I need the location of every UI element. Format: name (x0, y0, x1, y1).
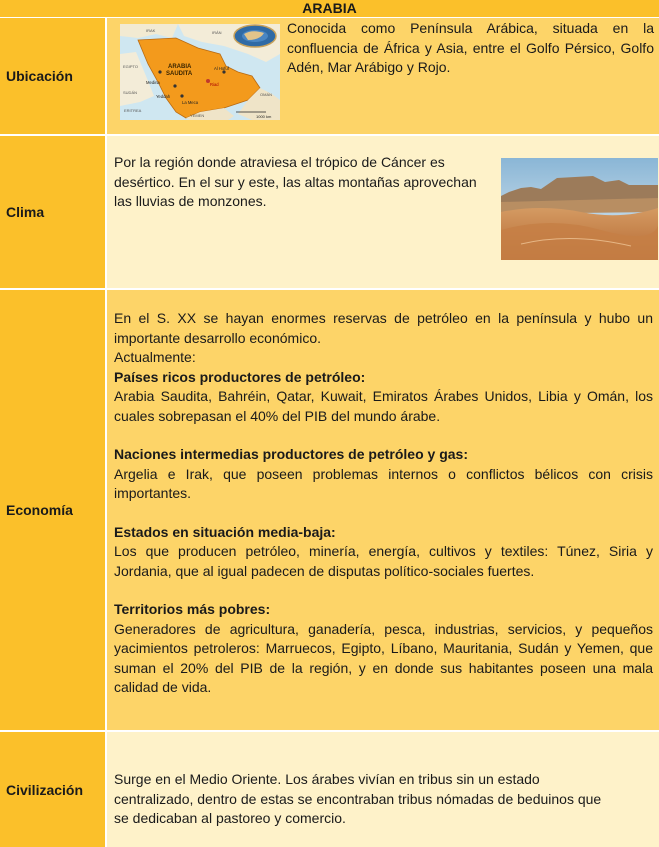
map-city-yeddah: Yeddah (156, 94, 171, 99)
economia-actual: Actualmente: (114, 349, 196, 365)
arabia-map-image (120, 24, 280, 120)
map-label-arabia: ARABIA (168, 64, 192, 70)
map-city-lameca: La Meca (182, 100, 199, 105)
map-neighbor-oman: OMÁN (260, 92, 272, 97)
economia-body-media-baja: Los que producen petróleo, minería, energía, cultivos y textiles: Túnez, Siria y Jordania, que al igual padecen de disputas político-sociales fuertes. (114, 543, 653, 579)
map-city-riad: Riad (210, 82, 219, 87)
globe-inset-icon (234, 25, 276, 47)
economia-body-ricos: Arabia Saudita, Bahréin, Qatar, Kuwait, Emiratos Árabes Unidos, Libia y Omán, los cuales sobrepasan el 40% del PIB del mundo árabe. (114, 388, 653, 424)
economia-body-pobres: Generadores de agricultura, ganadería, pesca, industrias, servicios, y pequeños yacimientos petroleros: Marruecos, Egipto, Líbano, Mauritania, Sudán y Yemen, que suman el 20% del PIB de la región, y en donde sus habitantes poseen una mala calidad de vida. (114, 620, 653, 695)
row-economia (0, 290, 659, 730)
row-ubicacion (0, 18, 659, 134)
map-city-alhofuf: Al Hofuf (214, 66, 229, 71)
row-civilizacion (0, 732, 659, 847)
map-neighbor-egipto: EGIPTO (123, 64, 139, 69)
row-clima (0, 136, 659, 288)
row-content-civilizacion (107, 732, 659, 847)
economia-heading-media-baja: Estados en situación media-baja: (114, 523, 336, 540)
map-label-saudita: SAUDITA (166, 71, 193, 77)
row-content-economia (107, 290, 659, 730)
row-label-clima: Clima (0, 136, 105, 288)
economia-heading-ricos: Países ricos productores de petróleo: (114, 368, 366, 385)
map-neighbor-yemen: YEMEN (190, 113, 205, 118)
map-scale-label: 1000 km (256, 114, 272, 119)
economia-heading-pobres: Territorios más pobres: (114, 601, 271, 617)
map-neighbor-eritrea: ERITREA (124, 108, 142, 113)
economia-intro: En el S. XX se hayan enormes reservas de petróleo en la península y hubo un importante desarrollo económico. (114, 310, 653, 346)
civilizacion-text: Surge en el Medio Oriente. Los árabes vivían en tribus sin un estado centralizado, dentro de estas se encontraban tribus nómadas de beduinos que se dedicaban al pastoreo y comercio. (114, 771, 602, 826)
clima-text: Por la región donde atraviesa el trópico de Cáncer es desértico. En el sur y este, las altas montañas aprovechan las lluvias de monzones. (114, 154, 477, 209)
row-label-ubicacion: Ubicación (0, 18, 105, 134)
map-neighbor-iran: IRÁN (212, 30, 222, 35)
row-label-economia: Economía (0, 290, 105, 730)
row-content-ubicacion (107, 18, 659, 134)
economia-heading-intermedias: Naciones intermedias productores de petróleo y gas: (114, 446, 468, 462)
economia-body-intermedias: Argelia e Irak, que poseen problemas internos o conflictos bélicos con crisis importantes. (114, 465, 653, 501)
row-content-clima (107, 136, 659, 288)
desert-photo (501, 158, 658, 260)
map-city-medina: Medina (146, 80, 160, 85)
table-title: ARABIA (0, 0, 659, 18)
row-label-civilizacion: Civilización (0, 732, 105, 847)
map-neighbor-irak: IRAK (146, 28, 156, 33)
map-neighbor-sudan: SUDÁN (123, 90, 138, 95)
ubicacion-text: Conocida como Península Arábica, situada en la confluencia de África y Asia, entre el Golfo Pérsico, Golfo Adén, Mar Arábigo y Rojo. (287, 20, 654, 75)
